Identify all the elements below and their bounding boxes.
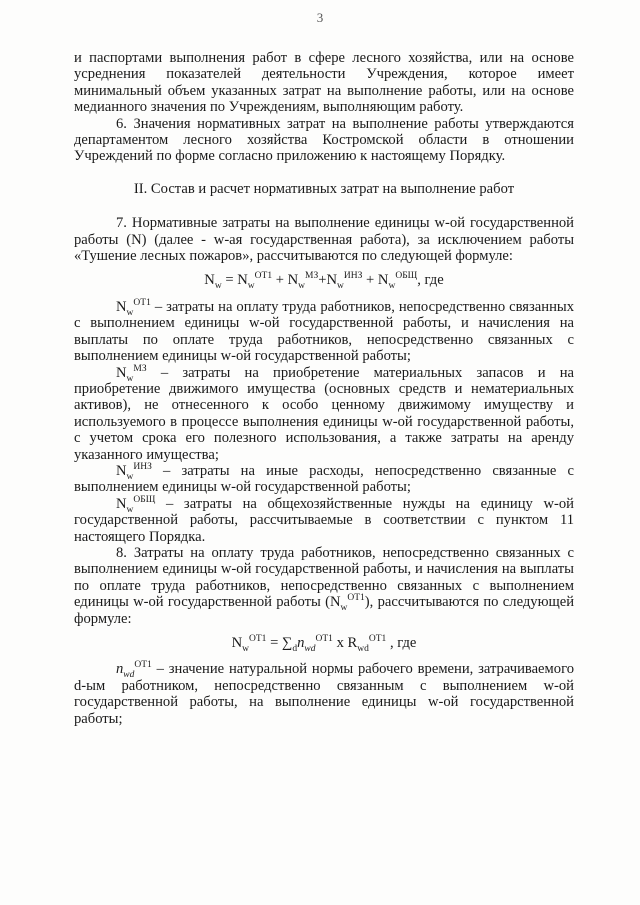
definition-work-time-norm: $n_{wd}^{ОТ1}$ – значение натуральной нормы рабочего времени, затрачиваемого d-ым работником, непосредственно связанным с выполнением w-ой государственной работы, на выполнение единицы w-ой государственной работы; xyxy=(74,660,574,727)
paragraph-8: 8. Затраты на оплату труда работников, непосредственно связанных с выполнением единицы w-ой государственной работы, и начисления на выплаты по оплате труда работников, непосредственно связанных с выполнением единицы w-ой государственной работы $(N_w^{ОТ1})$, рассчитываются по следующей формуле: xyxy=(74,544,575,627)
paragraph-6: 6. Значения нормативных затрат на выполнение работы утверждаются департаментом лесного хозяйства Костромской области в отношении Учреждений по форме согласно приложению к настоящему Порядку. xyxy=(74,115,574,165)
paragraph-7: 7. Нормативные затраты на выполнение единицы w-ой государственной работы (N) (далее - w-ая государственная работа), за исключением работы «Тушение лесных пожаров», рассчитываются по следующей формуле: xyxy=(74,215,574,265)
document-body xyxy=(74,50,574,727)
page-number: 3 xyxy=(316,10,324,25)
definition-material-costs: $N_w^{МЗ}$ – затраты на приобретение материальных запасов и на приобретение движимого имущества (основных средств и нематериальных активов), не отнесенного к особо ценному движимому имуществу и используемого в процессе выполнения единицы w-ой государственной работы, с учетом срока его полезного использования, а также затраты на аренду указанного имущества; xyxy=(74,363,574,463)
definition-other-costs: $N_w^{ИНЗ}$ – затраты на иные расходы, непосредственно связанные с выполнением единицы w-ой государственной работы; xyxy=(74,462,574,496)
definition-labor-costs: $N_w^{ОТ1}$ – затраты на оплату труда работников, непосредственно связанных с выполнением единицы w-ой государственной работы, и начисления на выплаты по оплате труда работников, непосредственно связанных с выполнением единицы w-ой государственной работы; xyxy=(74,298,574,365)
definition-general-costs: $N_w^{ОБЩ}$ – затраты на общехозяйственные нужды на единицу w-ой государственной работы, рассчитываемые в соответствии с пунктом 11 настоящего Порядка. xyxy=(74,494,574,545)
formula-normative-costs: $N_w = N_w^{ОТ1} + N_w^{МЗ}+N_w^{ИНЗ} + N_w^{ОБЩ}$, где xyxy=(204,271,444,292)
formula-labor-costs: $N_w^{ОТ1} = \sum_dn_{wd}^{ОТ1}$ x $R_{wd}^{ОТ1}$ , где xyxy=(231,634,417,654)
paragraph-intro-continued: и паспортами выполнения работ в сфере лесного хозяйства, или на основе усреднения показателей деятельности Учреждения, которое имеет минимальный объем указанных затрат на выполнение работы, или на основе медианного значения по Учреждениям, выполняющим работу. xyxy=(74,50,574,116)
section-heading: II. Состав и расчет нормативных затрат на выполнение работ xyxy=(133,180,515,197)
